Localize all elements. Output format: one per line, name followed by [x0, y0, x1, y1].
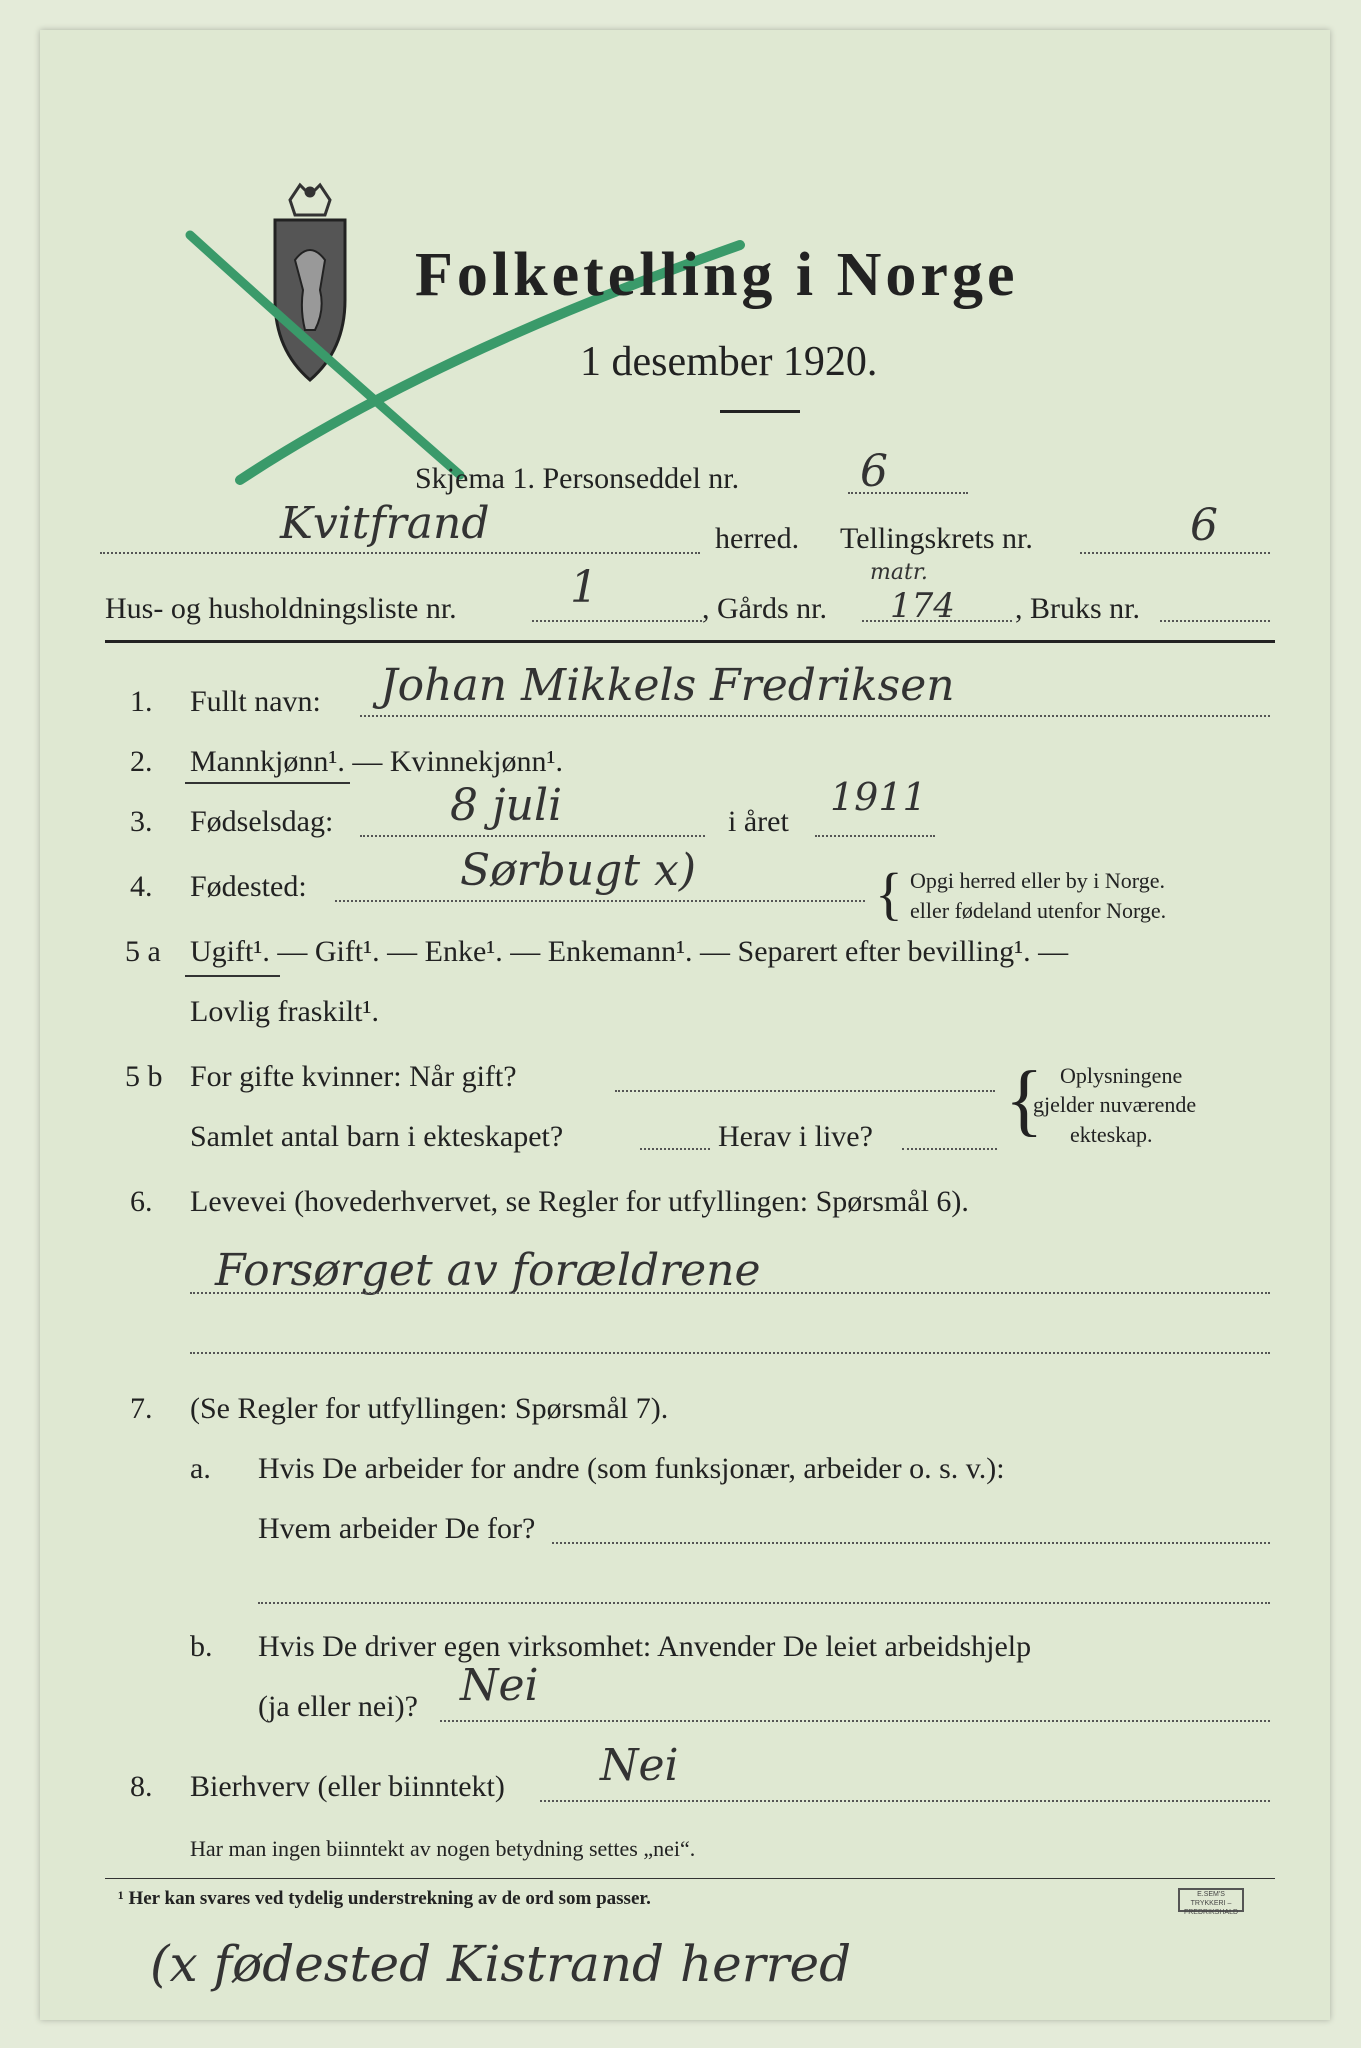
q4-note-2: eller fødeland utenfor Norge. — [910, 898, 1167, 923]
q1-number: 1. — [130, 685, 153, 718]
q4-number: 4. — [130, 870, 153, 903]
q3-number: 3. — [130, 805, 153, 838]
gards-value[interactable]: 174 — [890, 586, 955, 626]
q7a-field-line-1 — [552, 1542, 1270, 1544]
tellingskrets-field-line — [1080, 552, 1270, 554]
q6-field-line-1 — [190, 1292, 1270, 1294]
tellingskrets-value[interactable]: 6 — [1190, 500, 1218, 551]
q7-number: 7. — [130, 1392, 153, 1425]
q2-label: Mannkjønn¹. — Kvinnekjønn¹. — [190, 745, 563, 778]
footnote-divider — [105, 1878, 1275, 1879]
q5a-number: 5 a — [125, 935, 161, 968]
q7-label: (Se Regler for utfyllingen: Spørsmål 7). — [190, 1392, 669, 1425]
gards-note: matr. — [870, 560, 928, 585]
q6-number: 6. — [130, 1185, 153, 1218]
skjema-value[interactable]: 6 — [860, 446, 888, 497]
q5a-label: Ugift¹. — Gift¹. — Enke¹. — Enkemann¹. — Separert efter bevilling¹. — — [190, 935, 1069, 968]
side-income-value[interactable]: Nei — [600, 1740, 679, 1791]
q3-year-label: i året — [728, 805, 789, 838]
q8-field-line — [540, 1800, 1270, 1802]
birth-date-value[interactable]: 8 juli — [450, 780, 563, 831]
bruks-field-line — [1160, 620, 1270, 622]
footnote: ¹ Her kan svares ved tydelig understrekning av de ord som passer. — [118, 1888, 651, 1909]
form-date: 1 desember 1920. — [580, 339, 878, 385]
q7a-label-2: Hvem arbeider De for? — [258, 1512, 536, 1545]
q5b-children-field-line — [640, 1148, 710, 1150]
herred-label: herred. — [715, 522, 800, 555]
q8-label: Bierhverv (eller biinntekt) — [190, 1770, 505, 1803]
q1-field-line — [360, 715, 1270, 717]
q5b-note-3: ekteskap. — [1070, 1122, 1153, 1147]
q5a-label-2: Lovlig fraskilt¹. — [190, 995, 379, 1028]
q3-field-line — [360, 835, 705, 837]
hus-label: Hus- og husholdningsliste nr. — [105, 592, 457, 625]
q5a-underline — [185, 975, 280, 977]
handwritten-footnote: (x fødested Kistrand herred — [150, 1935, 852, 1993]
q5b-number: 5 b — [125, 1060, 163, 1093]
q7a-label: Hvis De arbeider for andre (som funksjonær, arbeider o. s. v.): — [258, 1452, 1005, 1485]
gards-label: , Gårds nr. — [702, 592, 827, 625]
q4-brace: { — [875, 861, 903, 926]
skjema-label: Skjema 1. Personseddel nr. — [415, 462, 740, 495]
q3-year-field-line — [815, 835, 935, 837]
q2-number: 2. — [130, 745, 153, 778]
q6-field-line-2 — [190, 1352, 1270, 1354]
birthplace-value[interactable]: Sørbugt x) — [460, 845, 696, 896]
q7b-label: Hvis De driver egen virksomhet: Anvender De leiet arbeidshjelp — [258, 1630, 1032, 1663]
birth-year-value[interactable]: 1911 — [830, 775, 927, 819]
q5b-label-3: Herav i live? — [718, 1120, 873, 1153]
q8-number: 8. — [130, 1770, 153, 1803]
herred-field-line — [100, 552, 700, 554]
occupation-value[interactable]: Forsørget av forældrene — [215, 1245, 761, 1296]
q5b-note-1: Oplysningene — [1060, 1063, 1183, 1088]
section-divider — [105, 640, 1275, 643]
q5b-married-field-line — [615, 1090, 995, 1092]
form-title: Folketelling i Norge — [415, 241, 1019, 309]
q5b-label-2: Samlet antal barn i ekteskapet? — [190, 1120, 564, 1153]
printer-stamp: E.SEM'S TRYKKERI – FREDRIKSHALD — [1178, 1888, 1244, 1912]
q5b-note-2: gjelder nuværende — [1033, 1092, 1197, 1117]
q4-field-line — [335, 900, 865, 902]
q4-note-1: Opgi herred eller by i Norge. — [910, 868, 1165, 893]
full-name-value[interactable]: Johan Mikkels Fredriksen — [380, 660, 955, 711]
q7b-label-2: (ja eller nei)? — [258, 1690, 418, 1723]
q7b-letter: b. — [190, 1630, 213, 1663]
q5b-alive-field-line — [902, 1148, 997, 1150]
tellingskrets-label: Tellingskrets nr. — [840, 522, 1033, 555]
nei-note: Har man ingen biinntekt av nogen betydning settes „nei“. — [190, 1836, 696, 1861]
q2-underline — [185, 782, 350, 784]
q7a-field-line-2 — [258, 1602, 1270, 1604]
census-form — [40, 30, 1330, 2020]
q4-label: Fødested: — [190, 870, 307, 903]
q6-label: Levevei (hovederhvervet, se Regler for utfyllingen: Spørsmål 6). — [190, 1185, 969, 1218]
herred-value[interactable]: Kvitfrand — [280, 498, 490, 549]
hus-value[interactable]: 1 — [570, 562, 598, 613]
q7b-field-line — [440, 1720, 1270, 1722]
q5b-label: For gifte kvinner: Når gift? — [190, 1060, 517, 1093]
q1-label: Fullt navn: — [190, 685, 321, 718]
title-divider — [720, 410, 800, 413]
q5b-brace: { — [1005, 1056, 1044, 1144]
q7a-letter: a. — [190, 1452, 211, 1485]
hired-help-value[interactable]: Nei — [460, 1660, 539, 1711]
hus-field-line — [532, 620, 702, 622]
bruks-label: , Bruks nr. — [1015, 592, 1141, 625]
q3-label: Fødselsdag: — [190, 805, 334, 838]
